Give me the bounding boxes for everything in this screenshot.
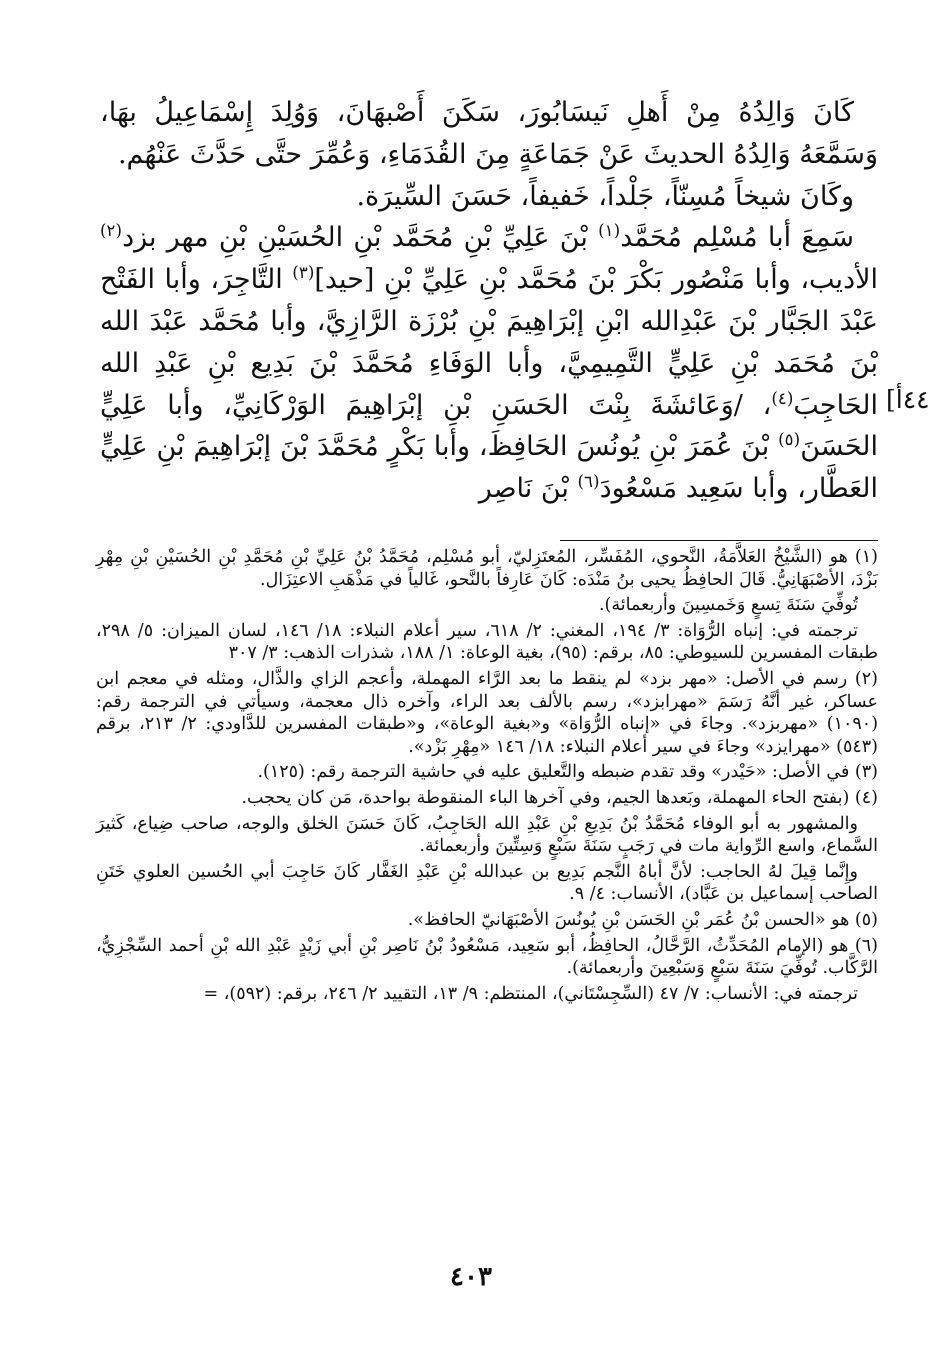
footnote-3: (٣) في الأصل: «حَيْدر» وقد تقدم ضبطه والتَّعليق عليه في حاشية الترجمة رقم: (١٢٥).	[257, 762, 878, 783]
main-text	[100, 92, 878, 510]
footnote-marker-3: (٣)	[292, 262, 315, 283]
text-segment: الأديب، وأبا مَنْصُور بَكْرَ بْنَ مُحَمَّد بْنِ عَلِيِّ بْنِ [حيد]	[314, 264, 878, 296]
footnote-marker-5: (٥)	[778, 429, 801, 450]
footnote-separator	[560, 540, 878, 541]
footnote-marker-1: (١)	[598, 220, 621, 241]
paragraph-1: كَانَ وَالِدُهُ مِنْ أَهلِ نَيسَابُورَ، سَكَنَ أَصْبهَانَ، وَوُلِدَ إِسْمَاعِيلُ بهَا، وَسَمَّعَهُ وَالِدُهُ الحديثَ عَنْ جَمَاعَةٍ مِنَ القُدَمَاءِ، وَعُمِّرَ حتَّى حَدَّثَ عَنْهُم.	[100, 97, 878, 170]
footnote-4: (٤) (بفتح الحاء المهملة، وبَعدها الجيم، وفي آخرها الباء المنقوطة بواحدة، مَن كان يحجب.	[241, 787, 878, 808]
page-number: ٤٠٣	[450, 1262, 492, 1292]
text-segment: ، /وَعَائشَةَ بِنْتَ الحَسَنِ بْنِ إبْرَاهِيمَ الوَرْكَانِيِّ، وأبا عَلِيٍّ الحَسَنَ	[100, 389, 878, 463]
footnotes	[96, 546, 878, 1008]
footnote-1-death: تُوفِّيَ سَنَةَ تِسعٍ وَخَمسِينَ وأربعمائة).	[598, 595, 858, 616]
footnote-5: (٥) هو «الحسن بْنُ عُمَر بْنِ الحَسَن بْنِ يُونُسَ الأصْبَهَانيّ الحافظ».	[407, 909, 878, 930]
text-segment: بْنَ عُمَرَ بْنِ يُونُسَ الحَافِظَ، وأبا بَكْرٍ مُحَمَّدَ بْنَ إبْرَاهِيمَ بْنِ عَلِيٍّ العَطَّار، وأبا سَعِيد مَسْعُودَ	[100, 431, 878, 505]
paragraph-2: وكَانَ شيخاً مُسِنّاً، جَلْداً، خَفيفاً، حَسَنَ السِّيرَة.	[356, 180, 854, 212]
footnote-2: (٢) رسم في الأصل: «مهر بزد» لم ينقط ما بعد الرَّاء المهملة، وأعجم الزاي والذَّال، ومثله في معجم ابن عساكر، غير أنَّهُ رَسَمَ «مهرابزد»، رسم بالألف بعد الراء، وآخره ذال معجمة، وسيأتي في الترجمة رقم: (١٠٩٠) «مهربزد». وجاءَ في «إنباه الرُّوَاة» و«بغية الوعاة»، و«طبقات المفسرين للدَّاودي: ٢/ ٢١٣، برقم (٥٤٣) «مهرايزد» وجاءَ في سير أعلام النبلاء: ١٨/ ١٤٦ «مِهْرِ بَزْد».	[96, 668, 879, 757]
text-segment: سَمِعَ أبا مُسْلِم مُحَمَّد	[620, 222, 854, 254]
manuscript-folio-marker: ٤٤أ]	[886, 385, 930, 414]
footnote-marker-2: (٢)	[100, 220, 123, 241]
paragraph-3	[100, 217, 878, 510]
footnote-marker-6: (٦)	[577, 471, 600, 492]
footnote-1-sources: ترجمته في: إنباه الرُّوَاة: ٣/ ١٩٤، المغني: ٢/ ٦١٨، سير أعلام النبلاء: ١٨/ ١٤٦، لسان الميزان: ٥/ ٢٩٨، طبقات المفسرين للسيوطي: ٨٥، برقم: (٩٥)، بغية الوعاة: ١/ ١٨٨، شذرات الذهب: ٣/ ٣٠٧	[96, 620, 878, 664]
footnote-6-sources: ترجمته في: الأنساب: ٧/ ٤٧ (السِّجِسْتَاني)، المنتظم: ٩/ ١٣، التقييد ٢/ ٢٤٦، برقم: (٥٩٢)، =	[203, 983, 858, 1004]
footnote-4-continued: والمشهور به أبو الوفاء مُحَمَّدُ بْنُ بَدِيعِ بْنِ عَبْدِ الله الحَاجِبُ، كَانَ حَسَنَ الخلق والوجه، صاحب ضِياع، كَثيرَ السَّماع، واسع الرِّواية مات في رَجَبٍ سَنَةَ سَبْعٍ وَسِتِّينَ وأربعمائة.	[96, 813, 878, 857]
footnote-marker-4: (٤)	[771, 387, 794, 408]
footnote-1: (١) هو (الشَّيْخُ العَلاَّمَةُ، النَّحوي، المُفَسِّر، المُعتَزِليّ، أبو مُسْلِم، مُحَمَّدُ بْنُ عَلِيِّ بْنِ مُحَمَّدِ بْنِ الحُسَيْنِ بْنِ مِهْرِ بَزْدَ، الأصْبَهَانِيُّ. قَالَ الحافِظُ يحيى بنُ مَنْدَه: كَانَ عَارِفاً بالنَّحو، غَالياً في مَذْهَبِ الاعتِزَال.	[96, 547, 878, 590]
footnote-6: (٦) هو (الإمام المُحَدِّثُ، الرَّحَّالُ، الحافِظُ، أبو سَعِيد، مَسْعُودُ بْنُ نَاصِر بْنِ أبي زَيْدٍ عَبْدِ الله بْنِ أحمد السِّجْزِيُّ، الرَّكَّاب. تُوفِّيَ سَنَةَ سَبْعٍ وَسَبْعِينَ وأربعمائة).	[96, 935, 878, 979]
text-segment: التَّاجِرَ، وأبا الفَتْح عَبْدَ الجَبَّار بْنَ عَبْدِالله ابْنِ إبْرَاهِيمَ بْنِ بُرْزَة الرَّازِيَّ، وأبا مُحَمَّد عَبْدَ الله بْنَ مُحَمَد بْنِ عَلِيٍّ التَّمِيمِيَّ، وأبا الوَفَاءِ مُحَمَّدَ بْنَ بَدِيع بْنِ عَبْدِ الله الحَاجِبَ	[100, 264, 878, 421]
footnote-4-end: وإِنَّما قِيلَ لهُ الحاجب: لأنَّ أباهُ النَّجم بَدِيع بن عبدالله بْنِ عَبْدِ الغَفَّار كَانَ حَاجِبَ أبي الحُسين العلوي خَتَنِ الصاحب إسماعيل بن عَبَّاد)، الأنساب: ٤/ ٩.	[96, 861, 878, 905]
text-segment: بْنَ عَلِيِّ بْنِ مُحَمَّد بْنِ الحُسَيْنِ بْنِ مهر بزد	[122, 222, 599, 254]
text-segment: بْنَ نَاصِر	[478, 473, 578, 505]
